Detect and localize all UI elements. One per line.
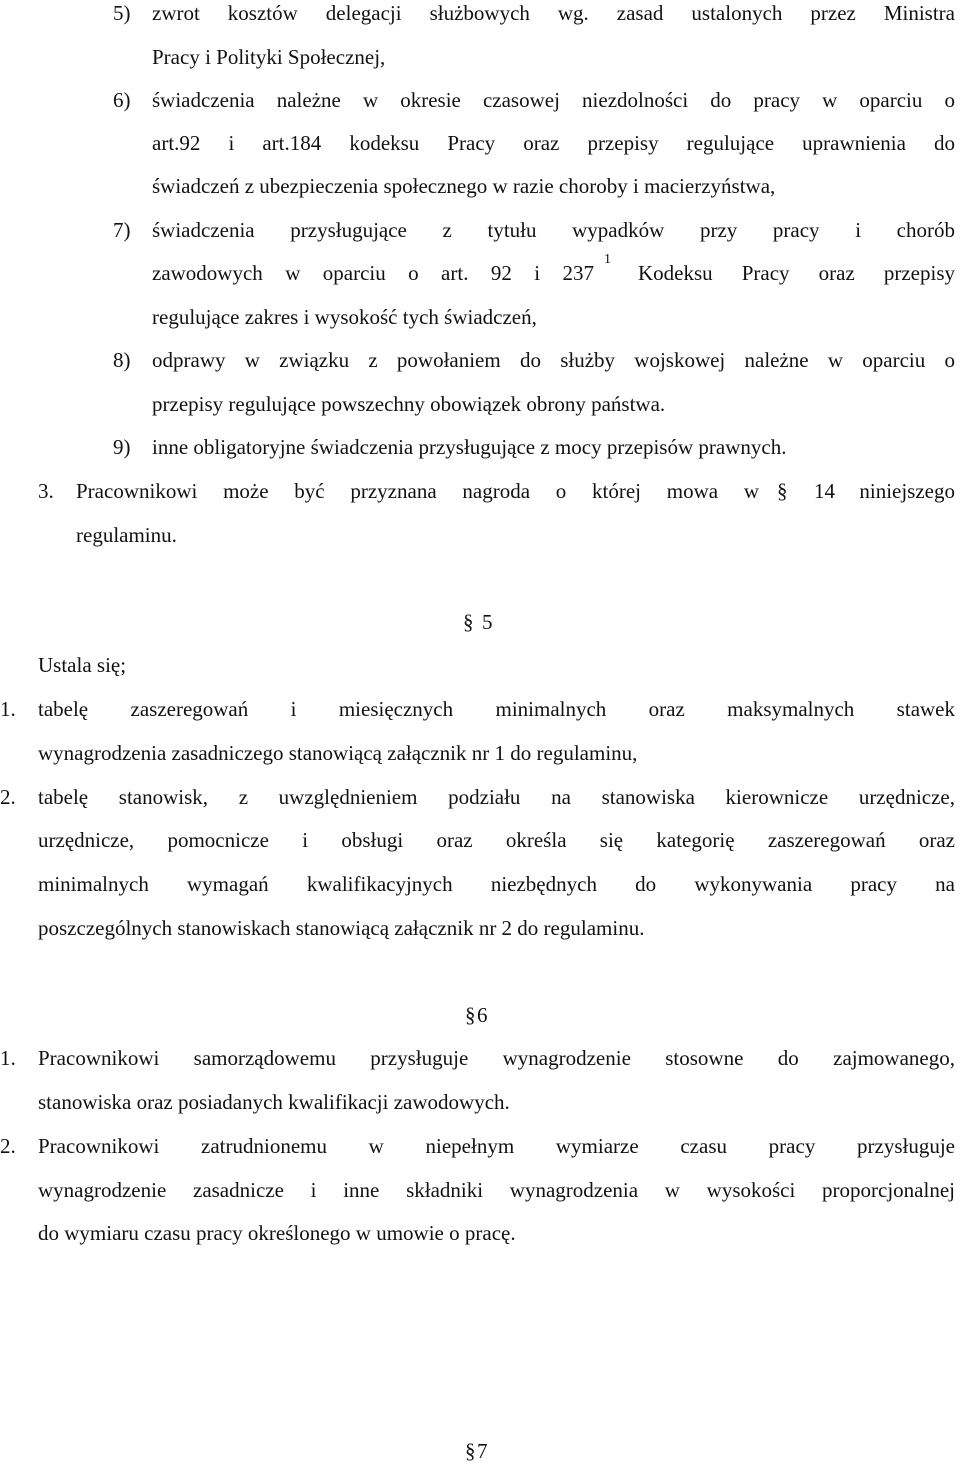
list-item-text: tabelę zaszeregowań i miesięcznych minimalnych oraz maksymalnych stawek (38, 697, 955, 721)
section-sign: § (465, 1439, 476, 1463)
list-number: 1. (0, 1046, 16, 1070)
list-number: 5) (113, 1, 131, 25)
list-item-text: świadczenia przysługujące z tytułu wypadków przy pracy i chorób (152, 218, 955, 242)
section-sign: § (465, 1003, 476, 1027)
list-number: 1. (0, 697, 16, 721)
list-item-text: zawodowych w oparciu o art. 92 i 237 (152, 261, 594, 285)
list-item-text: tabelę stanowisk, z uwzględnieniem podziału na stanowiska kierownicze urzędnicze, (38, 785, 955, 809)
list-item-text: wynagrodzenia zasadniczego stanowiącą załącznik nr 1 do regulaminu, (38, 741, 638, 765)
list-number: 3. (38, 479, 54, 503)
list-item-text: Kodeksu Pracy oraz przepisy (638, 261, 955, 285)
section-sign: § (463, 610, 474, 634)
list-item-text: inne obligatoryjne świadczenia przysługujące z mocy przepisów prawnych. (152, 435, 787, 459)
list-item-text: Pracownikowi zatrudnionemu w niepełnym wymiarze czasu pracy przysługuje (38, 1134, 955, 1158)
superscript: 1 (604, 252, 611, 267)
list-number: 6) (113, 88, 131, 112)
list-item-text: odprawy w związku z powołaniem do służby wojskowej należne w oparciu o (152, 348, 955, 372)
section-intro: Ustala się; (38, 653, 127, 677)
list-item-text: regulujące zakres i wysokość tych świadczeń, (152, 305, 537, 329)
list-number: 2. (0, 785, 16, 809)
list-item-text: Pracy i Polityki Społecznej, (152, 45, 386, 69)
list-item-text: wynagrodzenie zasadnicze i inne składniki wynagrodzenia w wysokości proporcjonalnej (38, 1178, 955, 1202)
list-item-text: regulaminu. (76, 523, 177, 547)
list-item-text: urzędnicze, pomocnicze i obsługi oraz określa się kategorię zaszeregowań oraz (38, 828, 955, 852)
list-item-text: poszczególnych stanowiskach stanowiącą załącznik nr 2 do regulaminu. (38, 916, 645, 940)
section-heading: 7 (477, 1439, 488, 1463)
list-item-text: minimalnych wymagań kwalifikacyjnych niezbędnych do wykonywania pracy na (38, 872, 955, 896)
list-item-text: Pracownikowi samorządowemu przysługuje wynagrodzenie stosowne do zajmowanego, (38, 1046, 955, 1070)
section-sign: § (777, 479, 788, 503)
section-heading: 5 (482, 610, 493, 634)
list-number: 7) (113, 218, 131, 242)
list-number: 9) (113, 435, 131, 459)
list-item-text: stanowiska oraz posiadanych kwalifikacji zawodowych. (38, 1090, 510, 1114)
list-item-text: przepisy regulujące powszechny obowiązek obrony państwa. (152, 392, 666, 416)
list-number: 8) (113, 348, 131, 372)
list-item-text: świadczeń z ubezpieczenia społecznego w razie choroby i macierzyństwa, (152, 174, 776, 198)
list-item-text: zwrot kosztów delegacji służbowych wg. zasad ustalonych przez Ministra (152, 1, 955, 25)
list-item-text: świadczenia należne w okresie czasowej niezdolności do pracy w oparciu o (152, 88, 955, 112)
list-item-text: do wymiaru czasu pracy określonego w umowie o pracę. (38, 1221, 516, 1245)
section-heading: 6 (477, 1003, 488, 1027)
list-item-text: art.92 i art.184 kodeksu Pracy oraz przepisy regulujące uprawnienia do (152, 131, 955, 155)
list-item-text: Pracownikowi może być przyznana nagroda o której mowa w (76, 479, 759, 503)
list-number: 2. (0, 1134, 16, 1158)
list-item-text: 14 niniejszego (814, 479, 955, 503)
